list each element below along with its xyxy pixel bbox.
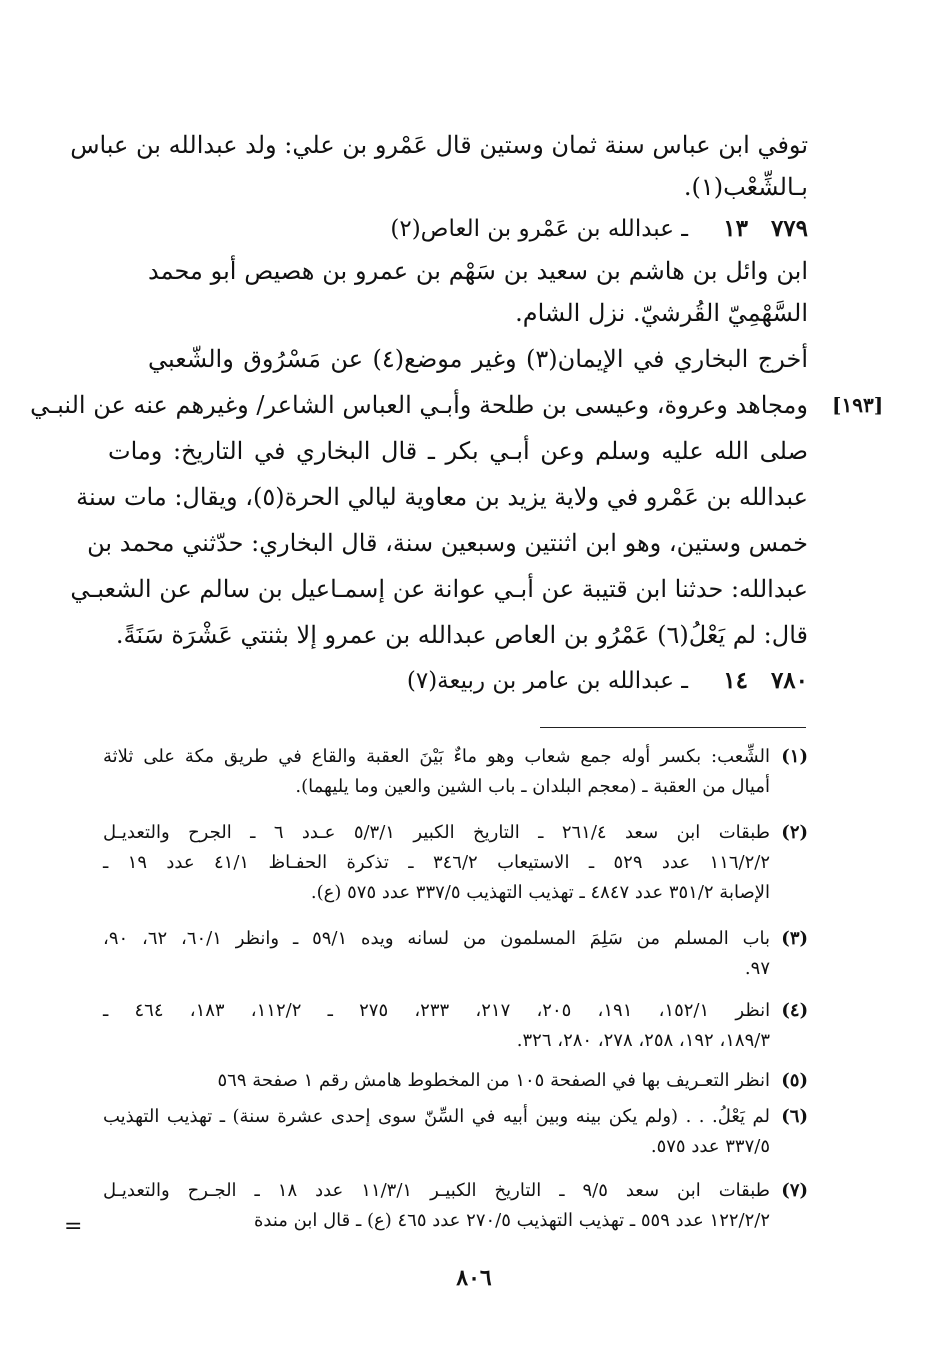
body-line-3: ابن وائل بن هاشم بن سعيد بن سَهْم بن عمرو بن هصيص أبو محمد — [148, 257, 808, 285]
body-line-9: خمس وستين، وهو ابن اثنتين وسبعين سنة، قال البخاري: حدّثني محمد بن — [87, 529, 808, 557]
body-line-11: قال: لم يَعْلُ(٦) عَمْرُو بن العاص عبدالله بن عمرو إلا بثنتي عَشْرَة سَنَةً. — [115, 621, 808, 649]
page-number: ٨٠٦ — [456, 1265, 492, 1291]
entry-sub-number: ١٤ — [723, 667, 748, 694]
footnote-text: طبقات ابن سعد ٩/٥ ـ التاريخ الكبيـر ١١/٣/١ عدد ١٨ ـ الجـرح والتعديـل — [103, 1180, 771, 1201]
footnote-text: الإصابة ٣٥١/٢ عدد ٤٨٤٧ ـ تهذيب التهذيب ٣٣٧/٥ عدد ٥٧٥ (ع). — [310, 882, 770, 903]
footnote-7 — [103, 1176, 808, 1236]
body-line-5: أخرج البخاري في الإيمان(٣) وغير موضع(٤) عن مَسْرُوق والشّعبي — [148, 345, 808, 373]
footnote-3 — [103, 924, 808, 984]
footnote-4 — [103, 996, 808, 1056]
footnote-text: انظر التعـريف بها في الصفحة ١٠٥ من المخطوط هامش رقم ١ صفحة ٥٦٩ — [217, 1070, 770, 1091]
footnote-number: (٦) — [781, 1106, 808, 1127]
footnote-2 — [103, 818, 808, 908]
footnote-number: (٧) — [781, 1180, 809, 1201]
entry-number: ٧٨٠ — [770, 667, 808, 694]
body-line-4: السَّهْمِيّ القُرشيّ. نزل الشام. — [515, 299, 808, 327]
footnote-text: ٣٣٧/٥ عدد ٥٧٥. — [650, 1136, 770, 1157]
footnote-text: الشِّعب: بكسر أوله جمع شعاب وهو ماءٌ بَيْنَ العقبة والقاع في طريق مكة على ثلاثة — [103, 746, 770, 767]
margin-page-marker: [١٩٣] — [832, 393, 884, 417]
footnote-5 — [103, 1066, 808, 1096]
footnote-number: (١) — [781, 746, 808, 767]
footnote-separator — [540, 727, 806, 728]
footnote-text: انظر ١٥٢/١، ١٩١، ٢٠٥، ٢١٧، ٢٣٣، ٢٧٥ ـ ١١٢/٢، ١٨٣، ٤٦٤ ـ — [103, 1000, 771, 1021]
entry-title: ـ عبدالله بن عَمْرو بن العاص(٢) — [390, 216, 688, 242]
footnote-text: طبقات ابن سعد ٢٦١/٤ ـ التاريخ الكبير ٥/٣/١ عـدد ٦ ـ الجرح والتعديـل — [103, 822, 771, 843]
footnote-number: (٢) — [781, 822, 809, 843]
continuation-mark: = — [64, 1214, 83, 1239]
footnote-text: ١٢٢/٢/٢ عدد ٥٥٩ ـ تهذيب التهذيب ٢٧٠/٥ عدد ٤٦٥ (ع) ـ قال ابن مندة — [253, 1210, 770, 1231]
footnote-text: لم يَعْلُ. . . (ولم يكن بينه وبين أبيه في السِّنّ سوى إحدى عشرة سنة) ـ تهذيب التهذيب — [103, 1106, 770, 1127]
entry-heading-779 — [108, 208, 808, 250]
footnote-6 — [103, 1102, 808, 1162]
footnote-1 — [103, 742, 808, 802]
footnote-number: (٣) — [781, 928, 809, 949]
entry-title: ـ عبدالله بن عامر بن ربيعة(٧) — [406, 668, 688, 694]
body-line-2: بـالشِّعْب(١). — [683, 173, 808, 201]
body-line-8: عبدالله بن عَمْرو في ولاية يزيد بن معاوية ليالي الحرة(٥)، ويقال: مات سنة — [76, 483, 808, 511]
footnote-number: (٥) — [781, 1070, 808, 1091]
footnote-text: باب المسلم من سَلِمَ المسلمون من لسانه ويده ٥٩/١ ـ وانظر ٦٠/١، ٦٢، ٩٠، — [103, 928, 771, 949]
entry-number: ٧٧٩ — [770, 215, 808, 242]
body-line-7: صلى الله عليه وسلم وعن أبـي بكر ـ قال البخاري في التاريخ: ومات — [108, 437, 808, 465]
footnote-text: ٩٧. — [744, 958, 770, 979]
footnote-text: ١٨٩/٣، ١٩٢، ٢٥٨، ٢٧٨، ٢٨٠، ٣٢٦. — [516, 1030, 770, 1051]
entry-heading-780 — [108, 660, 808, 702]
footnote-text: ١١٦/٢/٢ عدد ٥٢٩ ـ الاستيعاب ٣٤٦/٢ ـ تذكرة الحفـاظ ٤١/١ عدد ١٩ ـ — [103, 852, 770, 873]
body-line-10: عبدالله: حدثنا ابن قتيبة عن أبـي عوانة عن إسمـاعيل بن سالم عن الشعبـي — [70, 575, 808, 603]
body-line-6: ومجاهد وعروة، وعيسى بن طلحة وأبـي العباس الشاعر/ وغيرهم عنه عن النبـي — [30, 391, 808, 419]
footnote-number: (٤) — [781, 1000, 809, 1021]
body-line-1: توفي ابن عباس سنة ثمان وستين قال عَمْرو بن علي: ولد عبدالله بن عباس — [70, 131, 808, 159]
entry-sub-number: ١٣ — [723, 215, 748, 242]
footnote-text: أميال من العقبة ـ (معجم البلدان ـ باب الشين والعين وما يليهما). — [295, 776, 770, 797]
